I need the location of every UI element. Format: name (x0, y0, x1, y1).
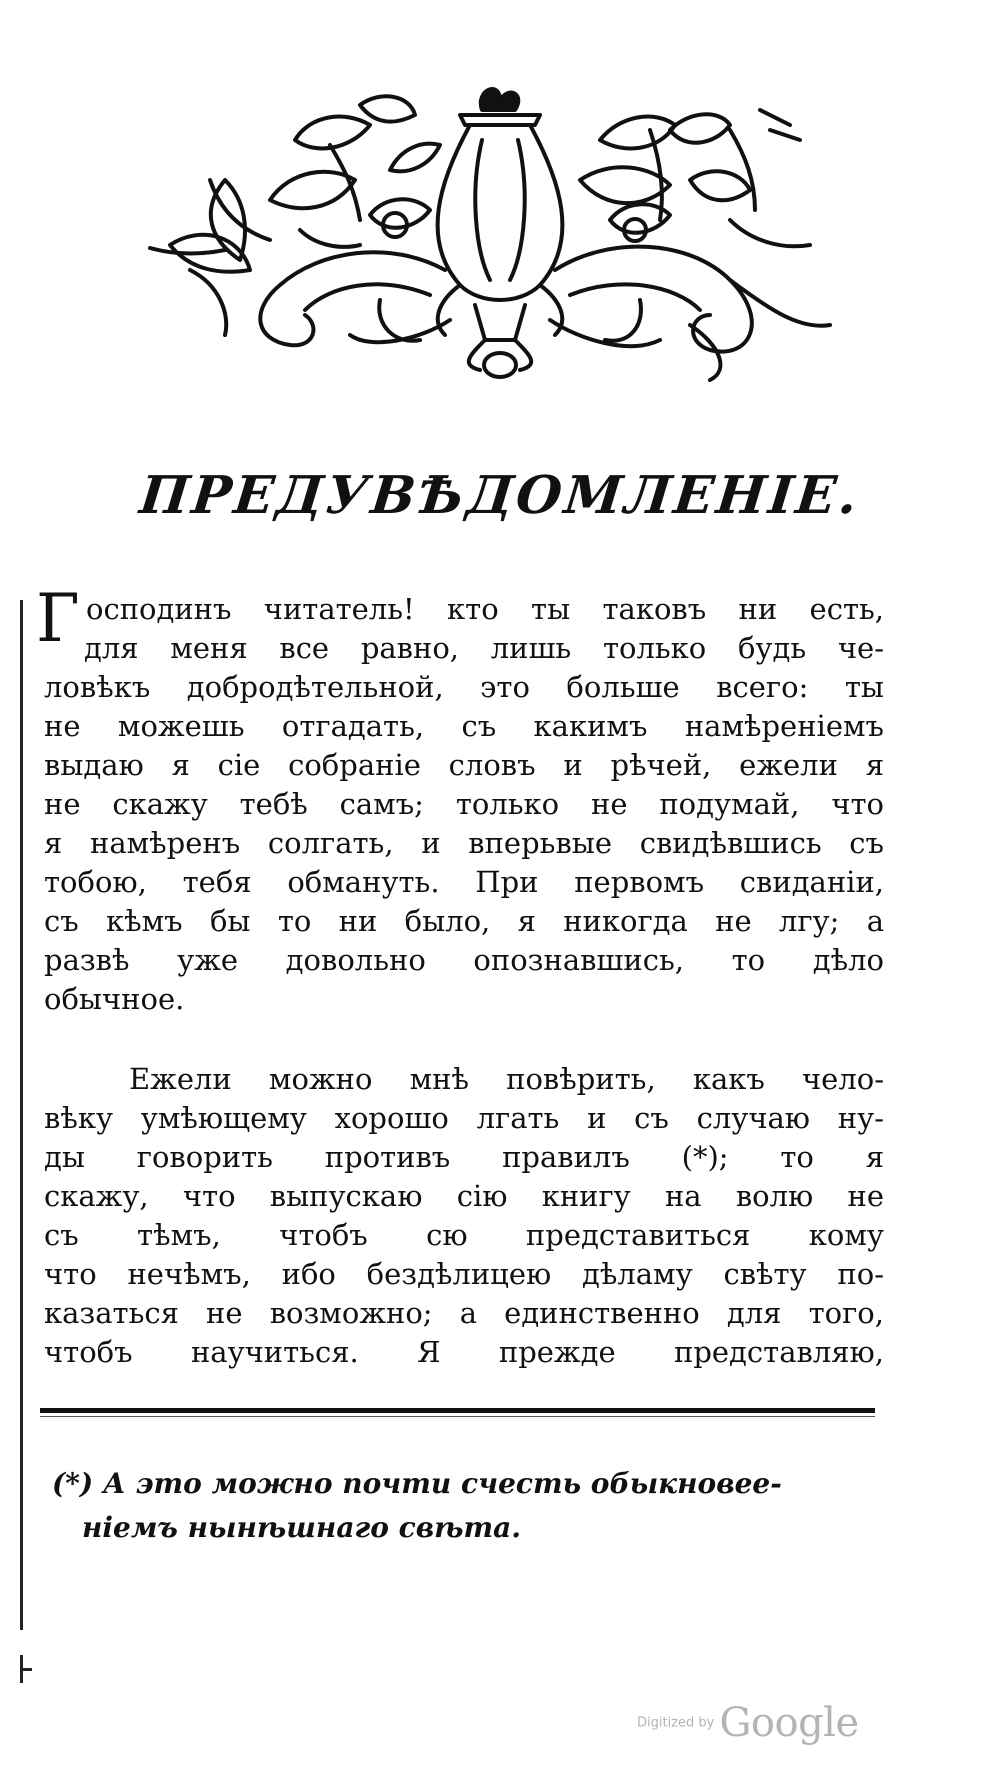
text-line: ловѣкъ добродѣтельной, это больше всего: ты (44, 670, 884, 704)
footnote-line: ніемъ нынѣшнаго свѣта. (82, 1511, 522, 1544)
footnote (52, 1462, 882, 1550)
text-line: тобою, тебя обмануть. При первомъ свиданіи, (44, 865, 884, 899)
google-logo: Google (719, 1700, 859, 1746)
watermark-prefix: Digitized by (637, 1715, 715, 1731)
text-line: выдаю я сіе собраніе словъ и рѣчей, ежели я (44, 748, 884, 782)
text-line: съ кѣмъ бы то ни было, я никогда не лгу; а (44, 904, 884, 938)
text-line: чтобъ научиться. Я прежде представляю, (44, 1335, 884, 1369)
footnote-line: (*) А это можно почти счесть обыкновеe- (52, 1467, 782, 1500)
headpiece-ornament (130, 70, 850, 390)
text-line: казаться не возможно; а единственно для того, (44, 1296, 884, 1330)
text-line: обычное. (44, 982, 185, 1016)
text-line: осподинъ читатель! кто ты таковъ ни есть, (86, 592, 884, 626)
text-line: развѣ уже довольно опознавшись, то дѣло (44, 943, 884, 977)
page-edge-line (20, 600, 23, 1630)
paragraph-2 (44, 1060, 884, 1372)
text-line: ды говорить противъ правилъ (*); то я (44, 1140, 884, 1174)
text-line: вѣку умѣющему хорошо лгать и съ случаю ну- (44, 1101, 884, 1135)
text-line: не можешь отгадать, съ какимъ намѣреніемъ (44, 709, 884, 743)
text-line: не скажу тебѣ самъ; только не подумай, что (44, 787, 884, 821)
text-line: что нечѣмъ, ибо бездѣлицею дѣламу свѣту по- (44, 1257, 884, 1291)
drop-cap-letter: Г (36, 580, 80, 657)
text-line: съ тѣмъ, чтобъ сю представиться кому (44, 1218, 884, 1252)
text-line: скажу, что выпускаю сію книгу на волю не (44, 1179, 884, 1213)
text-line: Ежели можно мнѣ повѣрить, какъ чело- (129, 1062, 884, 1096)
text-line: для меня все равно, лишь только будь че- (84, 631, 884, 665)
page-edge-tick (20, 1668, 32, 1671)
footnote-separator (40, 1408, 875, 1413)
section-heading: ПРЕДУВѢДОМЛЕНІЕ. (136, 465, 864, 526)
footnote-separator-thin (40, 1416, 875, 1417)
paragraph-1 (44, 590, 884, 1019)
digitization-watermark (637, 1700, 859, 1746)
text-line: я намѣренъ солгать, и вперьвые свидѣвшись съ (44, 826, 884, 860)
